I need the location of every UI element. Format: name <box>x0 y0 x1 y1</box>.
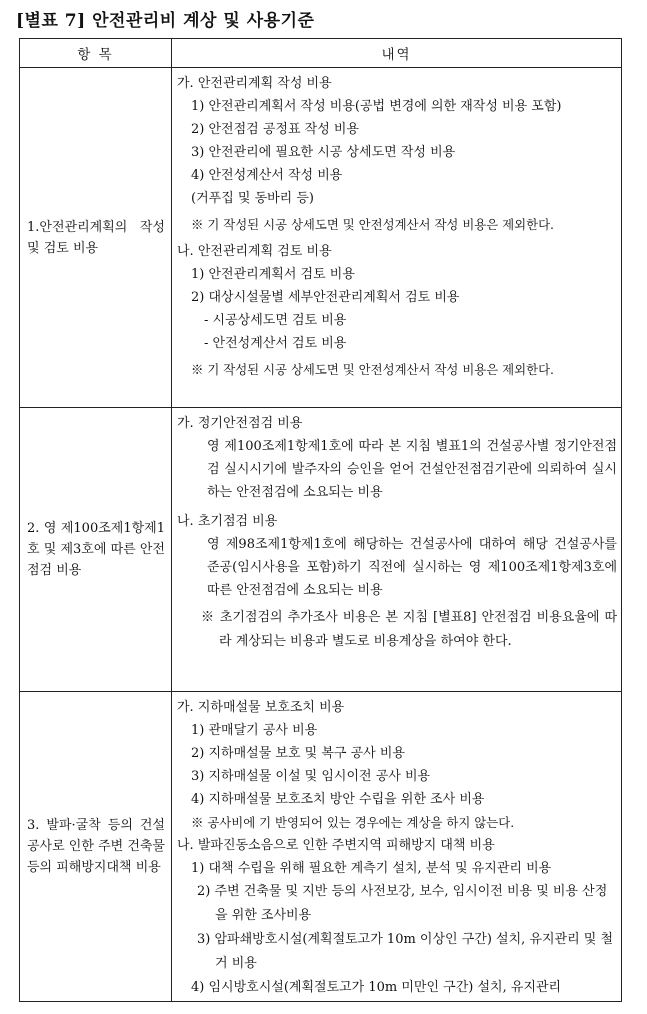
table-header-row <box>20 39 622 68</box>
page-title: [별표 7] 안전관리비 계상 및 사용기준 <box>16 11 315 31</box>
row-detail <box>172 68 622 408</box>
list-item: 1) 관매달기 공사 비용 <box>191 723 318 738</box>
list-item: 4) 지하매설물 보호조치 방안 수립을 위한 조사 비용 <box>191 792 485 807</box>
list-item: 2) 주변 건축물 및 지반 등의 사전보강, 보수, 임시이전 비용 및 비용 산정을 위한 조사비용 <box>197 884 608 923</box>
list-item: 1) 안전관리계획서 작성 비용(공법 변경에 의한 재작성 비용 포함) <box>191 99 562 114</box>
list-item: (거푸집 및 동바리 등) <box>191 191 315 206</box>
table-row <box>20 408 622 692</box>
list-item: 나. 초기점검 비용 <box>177 514 278 529</box>
row-item-label: 1.안전관리계획의 작성 및 검토 비용 <box>20 68 172 408</box>
header-item: 항 목 <box>20 39 172 68</box>
header-detail: 내역 <box>172 39 622 68</box>
note-text: ※ 기 작성된 시공 상세도면 및 안전성계산서 작성 비용은 제외한다. <box>191 362 554 377</box>
list-item: 2) 지하매설물 보호 및 복구 공사 비용 <box>191 746 405 761</box>
row-item-label: 3. 발파·굴착 등의 건설공사로 인한 주변 건축물 등의 피해방지대책 비용 <box>20 692 172 1002</box>
list-item: - 안전성계산서 검토 비용 <box>204 336 347 351</box>
list-item: 3) 지하매설물 이설 및 임시이전 공사 비용 <box>191 769 431 784</box>
list-item: 4) 임시방호시설(계획절토고가 10m 미만인 구간) 설치, 유지관리 <box>191 980 562 995</box>
note-text: ※ 공사비에 기 반영되어 있는 경우에는 계상을 하지 않는다. <box>191 815 515 830</box>
table-row <box>20 692 622 1002</box>
note-text: ※ 초기점검의 추가조사 비용은 본 지침 [별표8] 안전점검 비용요율에 따라 계상되는 비용과 별도로 비용계상을 하여야 한다. <box>201 610 618 649</box>
list-item: 4) 안전성계산서 작성 비용 <box>191 168 343 183</box>
list-item: 1) 안전관리계획서 검토 비용 <box>191 267 355 282</box>
table-row <box>20 68 622 408</box>
list-item: 영 제98조제1항제1호에 해당하는 건설공사에 대하여 해당 건설공사를 준공(임시사용을 포함)하기 직전에 실시하는 영 제100조제1항제3호에 따른 안전점검에 소요되는 비용 <box>207 537 617 598</box>
list-item: 3) 암파쇄방호시설(계획절토고가 10m 이상인 구간) 설치, 유지관리 및 철거 비용 <box>197 932 614 971</box>
row-detail <box>172 408 622 692</box>
list-item: 2) 안전점검 공정표 작성 비용 <box>191 122 360 137</box>
note-text: ※ 기 작성된 시공 상세도면 및 안전성계산서 작성 비용은 제외한다. <box>191 217 554 232</box>
list-item: 나. 안전관리계획 검토 비용 <box>177 244 332 259</box>
row-detail <box>172 692 622 1002</box>
row-item-label: 2. 영 제100조제1항제1호 및 제3호에 따른 안전점검 비용 <box>20 408 172 692</box>
list-item: 가. 정기안전점검 비용 <box>177 416 303 431</box>
list-item: 2) 대상시설물별 세부안전관리계획서 검토 비용 <box>191 290 460 305</box>
list-item: 나. 발파진동소음으로 인한 주변지역 피해방지 대책 비용 <box>177 838 495 853</box>
list-item: 영 제100조제1항제1호에 따라 본 지침 별표1의 건설공사별 정기안전점검 실시시기에 발주자의 승인을 얻어 건설안전점검기관에 의뢰하여 실시하는 안전점검에 소요되는 비용 <box>207 439 617 500</box>
standards-table <box>19 38 622 1002</box>
list-item: 3) 안전관리에 필요한 시공 상세도면 작성 비용 <box>191 145 456 160</box>
list-item: - 시공상세도면 검토 비용 <box>204 313 347 328</box>
list-item: 가. 지하매설물 보호조치 비용 <box>177 700 345 715</box>
list-item: 가. 안전관리계획 작성 비용 <box>177 76 332 91</box>
list-item: 1) 대책 수립을 위해 필요한 계측기 설치, 분석 및 유지관리 비용 <box>191 861 552 876</box>
